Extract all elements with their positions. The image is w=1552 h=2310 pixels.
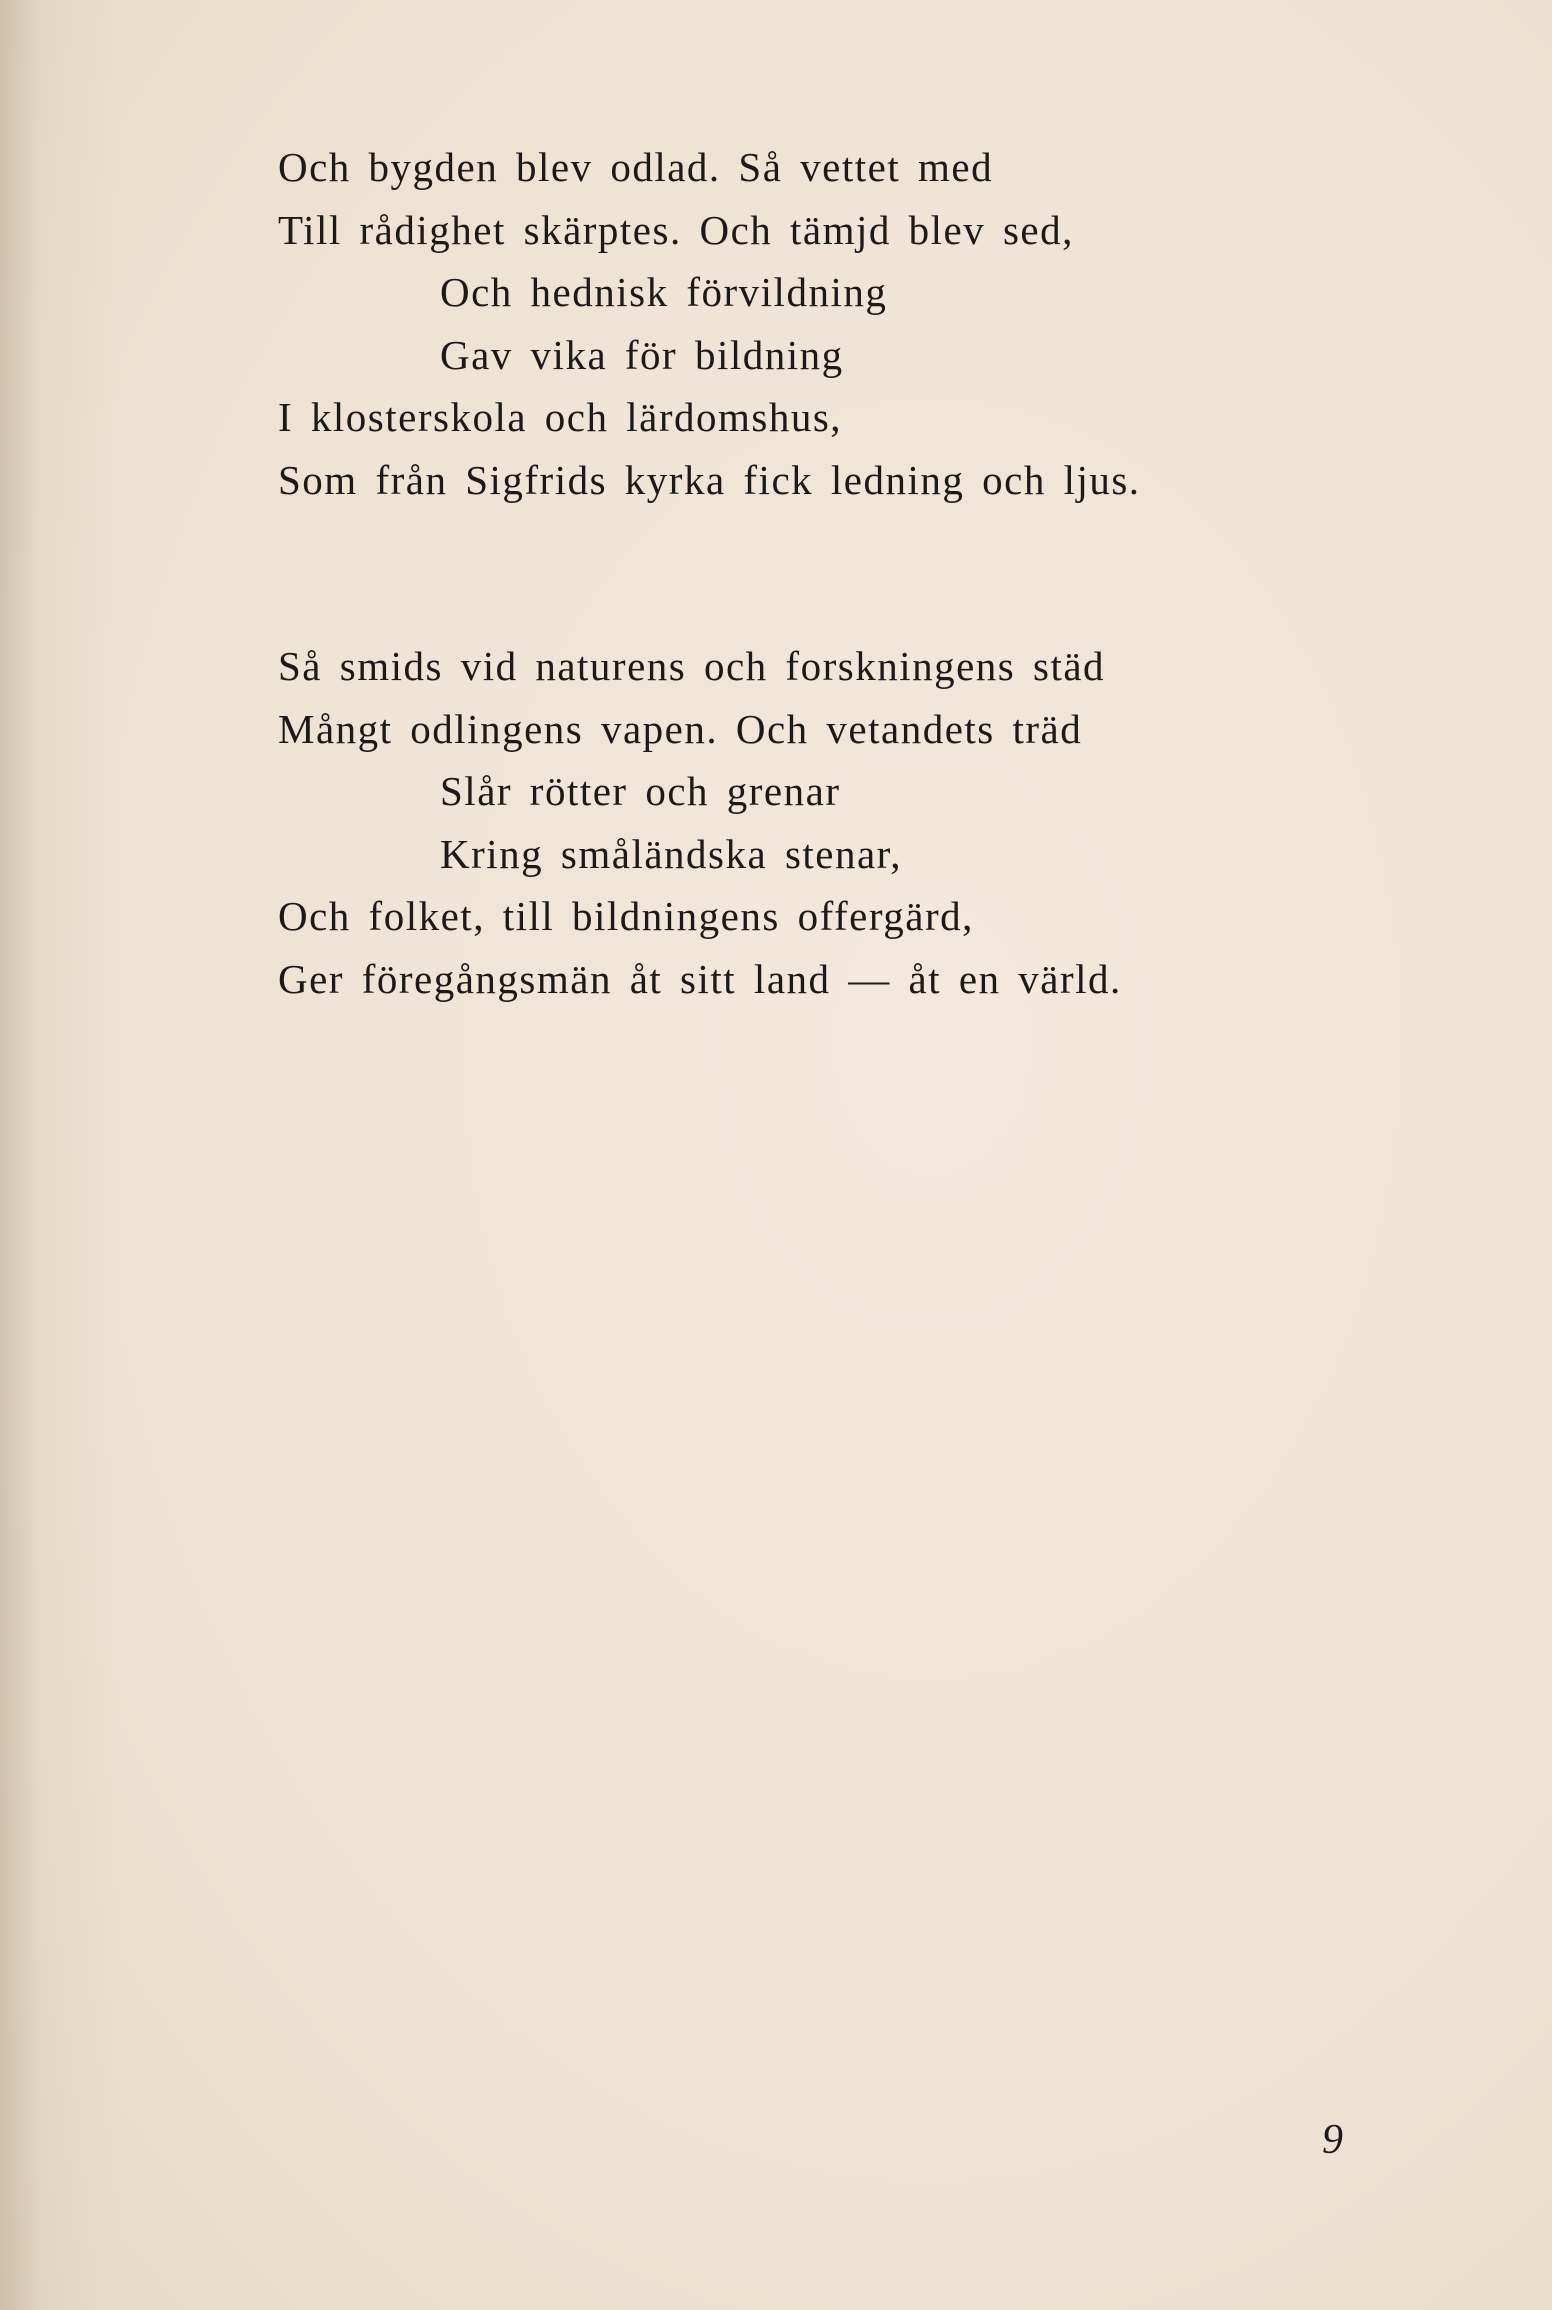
poem-line: I klosterskola och lärdomshus, bbox=[278, 394, 843, 440]
poem-line-indented: Slår rötter och grenar bbox=[440, 768, 841, 814]
stanza-1 bbox=[278, 136, 1141, 511]
poem-line: Som från Sigfrids kyrka fick ledning och ljus. bbox=[278, 456, 1141, 503]
poem-line: Så smids vid naturens och forskningens städ bbox=[278, 643, 1106, 689]
poem-line-indented: Gav vika för bildning bbox=[440, 331, 844, 378]
page-number: 9 bbox=[1322, 2117, 1343, 2163]
poem-line: Mångt odlingens vapen. Och vetandets träd bbox=[278, 705, 1083, 752]
poem-text bbox=[278, 136, 1141, 1010]
poem-line-indented: Och hednisk förvildning bbox=[440, 269, 888, 315]
poem-line: Ger föregångsmän åt sitt land — åt en värld. bbox=[278, 955, 1122, 1002]
poem-line: Och folket, till bildningens offergärd, bbox=[278, 893, 974, 939]
stanza-2 bbox=[278, 635, 1141, 1010]
poem-line-indented: Kring småländska stenar, bbox=[440, 830, 902, 877]
poem-line: Och bygden blev odlad. Så vettet med bbox=[278, 144, 994, 190]
poem-line: Till rådighet skärptes. Och tämjd blev sed, bbox=[278, 206, 1074, 253]
